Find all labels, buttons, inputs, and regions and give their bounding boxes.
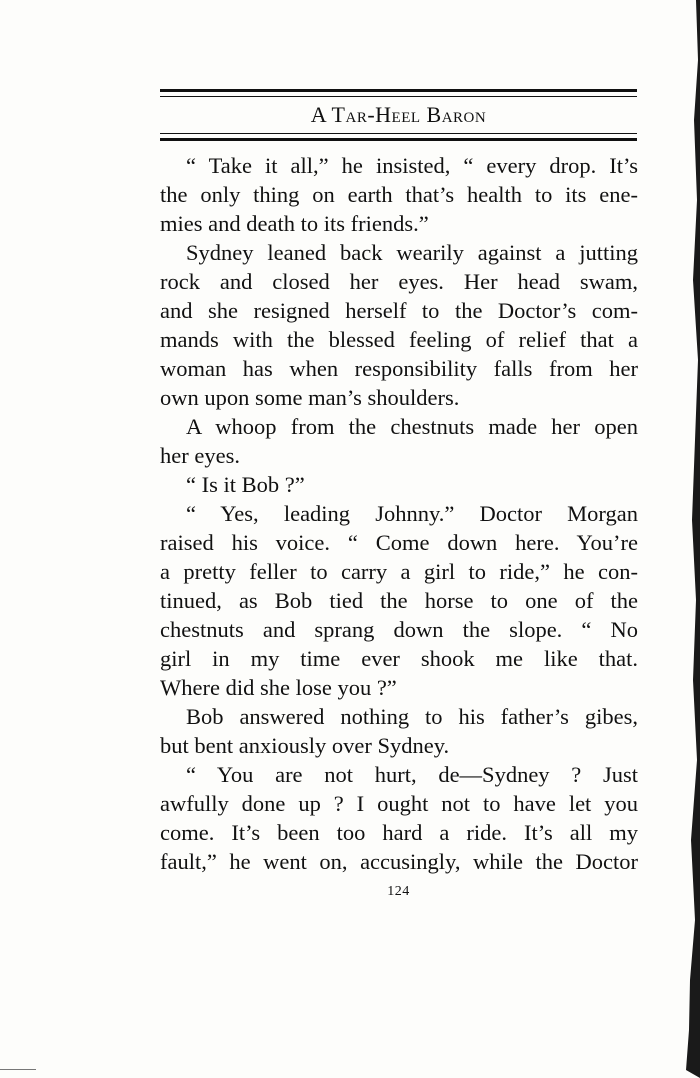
text-line: Bob answered nothing to his father’s gibes, [186, 704, 638, 729]
header-rule-top-thin [160, 96, 637, 97]
text-line: mands with the blessed feeling of relief that a [160, 327, 638, 352]
text-line: mies and death to its friends.” [160, 211, 429, 236]
text-line: awfully done up ? I ought not to have let you [160, 791, 638, 816]
page-number: 124 [387, 884, 410, 899]
header-rule-top-thick [160, 89, 637, 92]
text-line: Sydney leaned back wearily against a jutting [186, 240, 638, 265]
text-line: and she resigned herself to the Doctor’s com- [160, 298, 638, 323]
text-line: Where did she lose you ?” [160, 675, 397, 700]
text-line: woman has when responsibility falls from her [160, 356, 638, 381]
header-rule-bottom-thick [160, 138, 637, 141]
text-line: a pretty feller to carry a girl to ride,” he con- [160, 559, 638, 584]
text-line: “ Yes, leading Johnny.” Doctor Morgan [186, 501, 638, 526]
text-line: her eyes. [160, 443, 240, 468]
text-line: raised his voice. “ Come down here. You’re [160, 530, 638, 555]
header-rule-bottom-thin [160, 133, 637, 134]
text-line: fault,” he went on, accusingly, while the Doctor [160, 849, 638, 874]
page-edge-shadow [686, 0, 700, 1078]
text-line: come. It’s been too hard a ride. It’s all my [160, 820, 638, 845]
running-head: A Tar-Heel Baron [310, 102, 487, 127]
text-line: own upon some man’s shoulders. [160, 385, 460, 410]
scan-margin-mark [0, 1069, 36, 1070]
text-line: chestnuts and sprang down the slope. “ No [160, 617, 638, 642]
text-line: “ You are not hurt, de—Sydney ? Just [186, 762, 638, 787]
text-line: tinued, as Bob tied the horse to one of the [160, 588, 638, 613]
body-text [160, 151, 638, 876]
text-line: “ Take it all,” he insisted, “ every drop. It’s [186, 153, 638, 178]
text-line: rock and closed her eyes. Her head swam, [160, 269, 638, 294]
text-line: A whoop from the chestnuts made her open [186, 414, 638, 439]
text-line: girl in my time ever shook me like that. [160, 646, 638, 671]
text-line: but bent anxiously over Sydney. [160, 733, 450, 758]
text-line: the only thing on earth that’s health to its ene- [160, 182, 638, 207]
text-line: “ Is it Bob ?” [186, 472, 305, 497]
